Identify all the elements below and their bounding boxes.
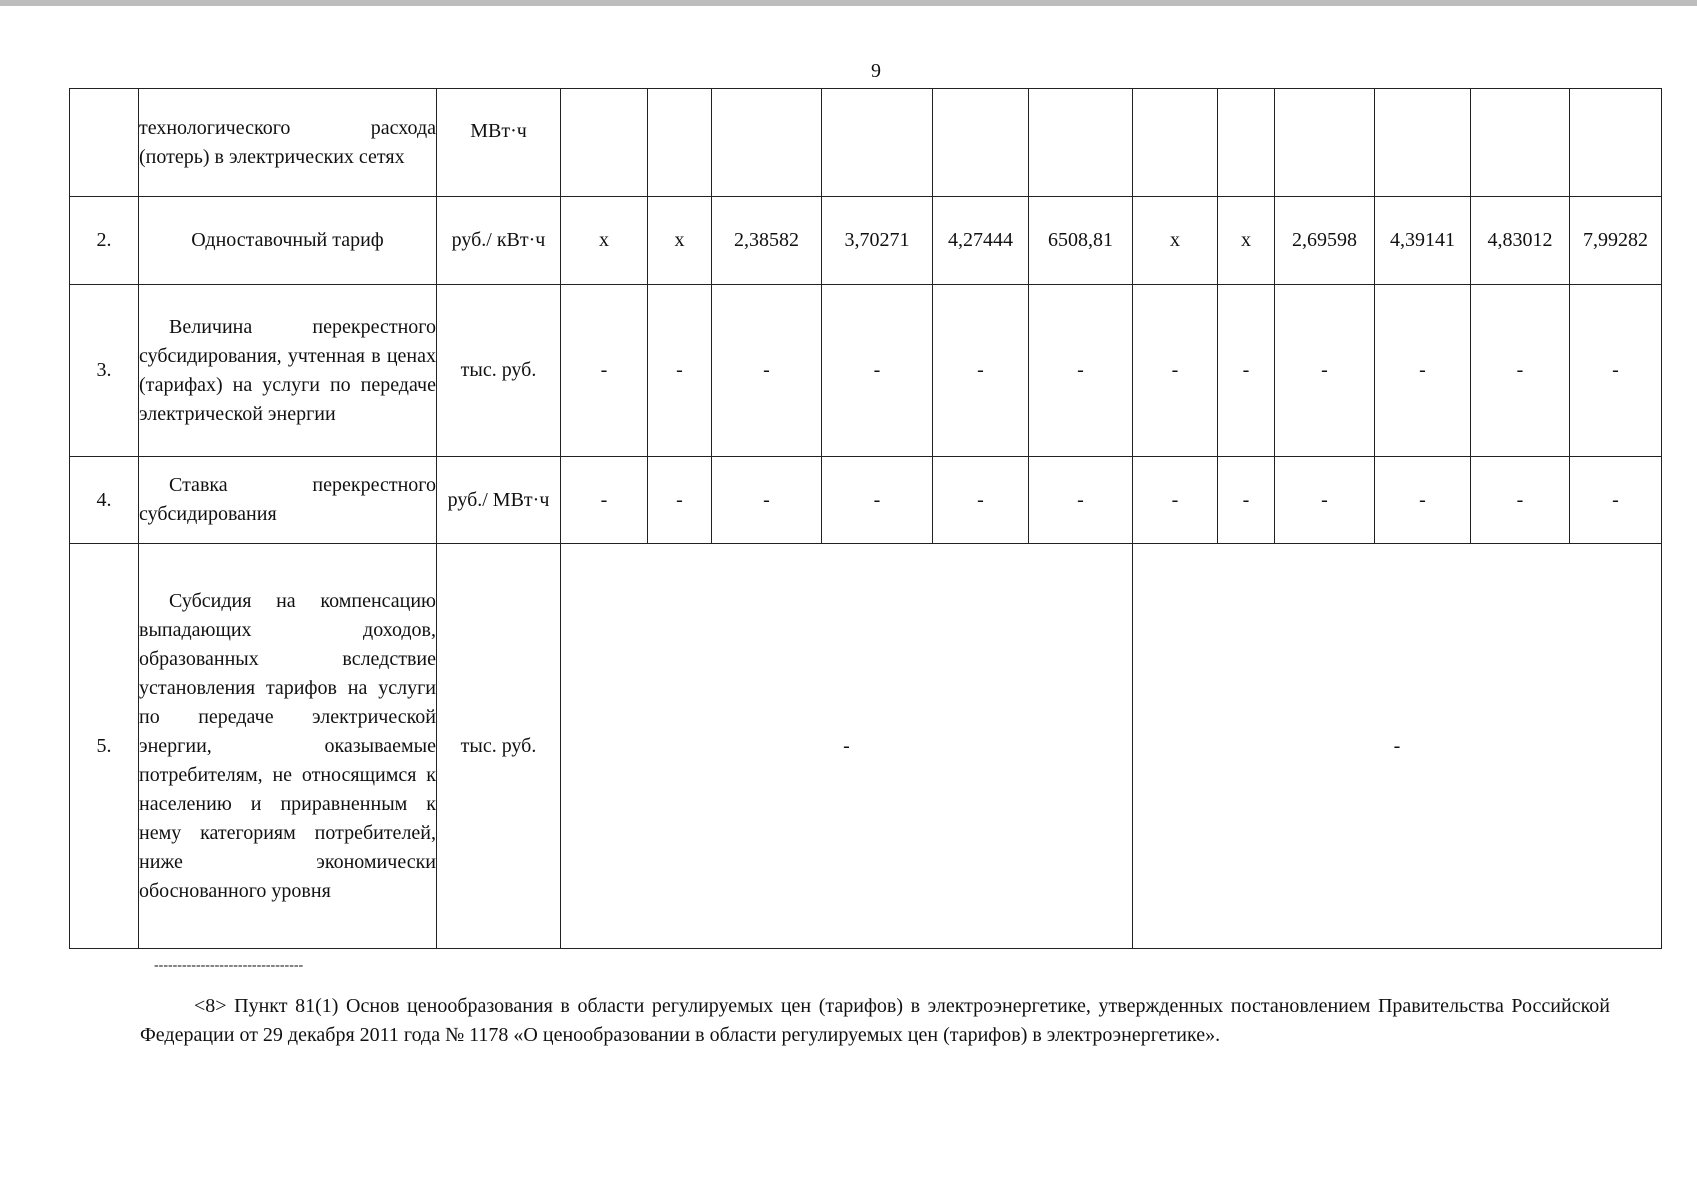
merged-cell-left: - xyxy=(561,544,1133,949)
row-unit: тыс. руб. xyxy=(437,285,561,457)
table-cell: - xyxy=(561,285,648,457)
table-cell: - xyxy=(1375,285,1471,457)
page-number: 9 xyxy=(871,60,881,82)
table-cell: - xyxy=(712,285,822,457)
table-cell: 4,39141 xyxy=(1375,197,1471,285)
row-unit: МВт·ч xyxy=(437,89,561,197)
table-cell xyxy=(933,89,1029,197)
table-cell: - xyxy=(933,457,1029,544)
row-label xyxy=(139,457,437,544)
row-label-text: Ставка перекрестного субсидирования xyxy=(139,474,436,525)
table-cell: - xyxy=(1029,285,1133,457)
table-cell xyxy=(561,89,648,197)
table-cell: 4,27444 xyxy=(933,197,1029,285)
row-label xyxy=(139,544,437,949)
table-cell: 2,69598 xyxy=(1275,197,1375,285)
table-row xyxy=(70,457,1662,544)
table-cell: x xyxy=(1133,197,1218,285)
row-number: 4. xyxy=(70,457,139,544)
table-row xyxy=(70,89,1662,197)
table-cell: - xyxy=(1471,285,1570,457)
table-cell: - xyxy=(712,457,822,544)
table-cell: x xyxy=(648,197,712,285)
table-cell: - xyxy=(561,457,648,544)
table-cell: 4,83012 xyxy=(1471,197,1570,285)
table-cell: 6508,81 xyxy=(1029,197,1133,285)
row-unit: руб./ кВт·ч xyxy=(437,197,561,285)
table-cell: - xyxy=(1275,457,1375,544)
row-label: Одноставочный тариф xyxy=(139,197,437,285)
row-number: 5. xyxy=(70,544,139,949)
table-cell xyxy=(1570,89,1662,197)
table-cell: 3,70271 xyxy=(822,197,933,285)
table-cell: - xyxy=(648,457,712,544)
row-unit: тыс. руб. xyxy=(437,544,561,949)
table-cell: - xyxy=(1218,457,1275,544)
table-cell: 7,99282 xyxy=(1570,197,1662,285)
row-label xyxy=(139,285,437,457)
tariff-table xyxy=(69,88,1662,949)
table-cell: - xyxy=(648,285,712,457)
footnote-separator: -------------------------------- xyxy=(154,958,304,973)
table-cell: - xyxy=(1471,457,1570,544)
row-number: 2. xyxy=(70,197,139,285)
table-cell xyxy=(712,89,822,197)
table-cell: - xyxy=(822,457,933,544)
table-cell: - xyxy=(1275,285,1375,457)
row-label-text: Величина перекрестного субсидирования, учтенная в ценах (тарифах) на услуги по передаче электрической энергии xyxy=(139,315,436,425)
table-row xyxy=(70,197,1662,285)
table-cell xyxy=(1133,89,1218,197)
row-number xyxy=(70,89,139,197)
table-cell: 2,38582 xyxy=(712,197,822,285)
table-row xyxy=(70,544,1662,949)
table-cell xyxy=(1218,89,1275,197)
row-number: 3. xyxy=(70,285,139,457)
table-cell: - xyxy=(1375,457,1471,544)
table-cell: x xyxy=(561,197,648,285)
table-cell: - xyxy=(1133,285,1218,457)
table-cell xyxy=(1275,89,1375,197)
table-cell: - xyxy=(933,285,1029,457)
table-cell xyxy=(648,89,712,197)
row-label: технологического расхода (потерь) в электрических сетях xyxy=(139,89,437,197)
table-cell xyxy=(822,89,933,197)
table-cell: - xyxy=(1218,285,1275,457)
table-row xyxy=(70,285,1662,457)
merged-cell-right: - xyxy=(1133,544,1662,949)
table-cell: - xyxy=(1029,457,1133,544)
row-unit: руб./ МВт·ч xyxy=(437,457,561,544)
table-cell: - xyxy=(1570,285,1662,457)
table-cell: - xyxy=(822,285,933,457)
table-cell: - xyxy=(1133,457,1218,544)
table-cell xyxy=(1471,89,1570,197)
table-cell: - xyxy=(1570,457,1662,544)
footnote: <8> Пункт 81(1) Основ ценообразования в области регулируемых цен (тарифов) в электроэнергетике, утвержденных постановлением Правительства Российской Федерации от 29 декабря 2011 года № 1178 «О ценообразовании в области регулируемых цен (тарифов) в электроэнергетике». xyxy=(140,995,1610,1046)
scan-top-edge xyxy=(0,0,1697,6)
table-cell xyxy=(1375,89,1471,197)
table-cell: x xyxy=(1218,197,1275,285)
table-cell xyxy=(1029,89,1133,197)
row-label-text: Субсидия на компенсацию выпадающих доходов, образованных вследствие установления тарифов на услуги по передаче электрической энергии, оказываемые потребителям, не относящимся к населению и приравненным к нему категориям потребителей, ниже экономически обоснованного уровня xyxy=(139,589,436,902)
